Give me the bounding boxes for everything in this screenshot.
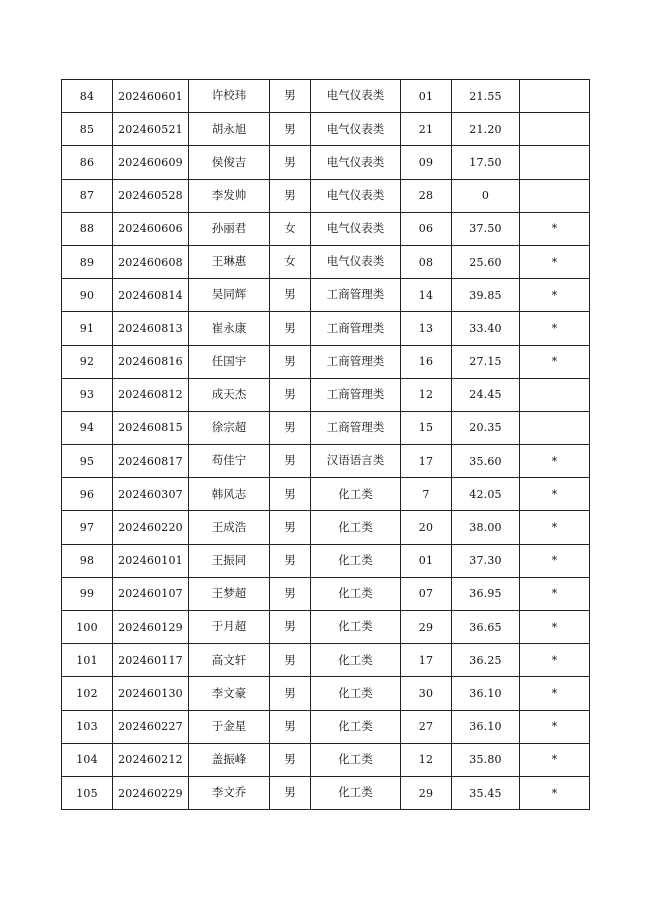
score-cell: 35.80 [452,743,520,776]
score-cell: 36.10 [452,677,520,710]
candidate-id-cell: 202460101 [113,544,189,577]
category-cell: 化工类 [311,577,401,610]
code-cell: 20 [401,511,452,544]
gender-cell: 男 [270,146,311,179]
table-row [62,776,590,809]
candidate-id-cell: 202460815 [113,411,189,444]
table-row [62,577,590,610]
category-cell: 电气仪表类 [311,146,401,179]
score-cell: 20.35 [452,411,520,444]
code-cell: 29 [401,611,452,644]
candidate-id-cell: 202460130 [113,677,189,710]
category-cell: 电气仪表类 [311,212,401,245]
category-cell: 化工类 [311,478,401,511]
code-cell: 01 [401,80,452,113]
code-cell: 16 [401,345,452,378]
candidate-id-cell: 202460107 [113,577,189,610]
candidate-id-cell: 202460817 [113,445,189,478]
candidate-id-cell: 202460212 [113,743,189,776]
table-row [62,743,590,776]
name-cell: 李文乔 [189,776,270,809]
gender-cell: 男 [270,378,311,411]
name-cell: 李发帅 [189,179,270,212]
name-cell: 徐宗超 [189,411,270,444]
gender-cell: 男 [270,743,311,776]
table-row [62,411,590,444]
score-cell: 39.85 [452,279,520,312]
row-number-cell: 89 [62,245,113,278]
name-cell: 侯俊吉 [189,146,270,179]
category-cell: 化工类 [311,677,401,710]
candidate-id-cell: 202460229 [113,776,189,809]
mark-cell: * [520,511,590,544]
code-cell: 7 [401,478,452,511]
category-cell: 化工类 [311,743,401,776]
code-cell: 17 [401,445,452,478]
name-cell: 成天杰 [189,378,270,411]
row-number-cell: 98 [62,544,113,577]
mark-cell: * [520,312,590,345]
mark-cell [520,80,590,113]
mark-cell [520,411,590,444]
table-row [62,179,590,212]
gender-cell: 男 [270,113,311,146]
score-cell: 25.60 [452,245,520,278]
mark-cell: * [520,445,590,478]
score-cell: 36.10 [452,710,520,743]
row-number-cell: 93 [62,378,113,411]
row-number-cell: 104 [62,743,113,776]
name-cell: 王琳惠 [189,245,270,278]
name-cell: 高文轩 [189,644,270,677]
row-number-cell: 86 [62,146,113,179]
gender-cell: 男 [270,611,311,644]
name-cell: 孙丽君 [189,212,270,245]
mark-cell [520,179,590,212]
category-cell: 电气仪表类 [311,80,401,113]
name-cell: 韩风志 [189,478,270,511]
gender-cell: 男 [270,279,311,312]
score-cell: 33.40 [452,312,520,345]
gender-cell: 男 [270,577,311,610]
mark-cell [520,113,590,146]
row-number-cell: 88 [62,212,113,245]
score-cell: 38.00 [452,511,520,544]
name-cell: 胡永旭 [189,113,270,146]
name-cell: 王成浩 [189,511,270,544]
code-cell: 12 [401,743,452,776]
table-row [62,445,590,478]
row-number-cell: 101 [62,644,113,677]
name-cell: 许校玮 [189,80,270,113]
gender-cell: 男 [270,710,311,743]
table-row [62,146,590,179]
candidate-id-cell: 202460816 [113,345,189,378]
gender-cell: 男 [270,445,311,478]
name-cell: 任国宇 [189,345,270,378]
row-number-cell: 100 [62,611,113,644]
candidate-id-cell: 202460813 [113,312,189,345]
table-row [62,478,590,511]
mark-cell: * [520,478,590,511]
candidate-id-cell: 202460812 [113,378,189,411]
category-cell: 化工类 [311,710,401,743]
code-cell: 17 [401,644,452,677]
candidate-id-cell: 202460606 [113,212,189,245]
candidate-id-cell: 202460608 [113,245,189,278]
mark-cell: * [520,212,590,245]
table-row [62,80,590,113]
score-cell: 35.60 [452,445,520,478]
gender-cell: 女 [270,212,311,245]
row-number-cell: 87 [62,179,113,212]
score-cell: 21.55 [452,80,520,113]
code-cell: 29 [401,776,452,809]
category-cell: 电气仪表类 [311,179,401,212]
gender-cell: 男 [270,411,311,444]
table-row [62,245,590,278]
score-cell: 42.05 [452,478,520,511]
score-cell: 21.20 [452,113,520,146]
row-number-cell: 97 [62,511,113,544]
table-row [62,710,590,743]
mark-cell: * [520,577,590,610]
code-cell: 13 [401,312,452,345]
code-cell: 09 [401,146,452,179]
code-cell: 07 [401,577,452,610]
row-number-cell: 85 [62,113,113,146]
category-cell: 化工类 [311,511,401,544]
row-number-cell: 91 [62,312,113,345]
score-cell: 0 [452,179,520,212]
name-cell: 于金星 [189,710,270,743]
mark-cell: * [520,345,590,378]
row-number-cell: 90 [62,279,113,312]
mark-cell [520,378,590,411]
row-number-cell: 94 [62,411,113,444]
code-cell: 28 [401,179,452,212]
score-cell: 37.50 [452,212,520,245]
table-row [62,279,590,312]
category-cell: 化工类 [311,644,401,677]
gender-cell: 男 [270,776,311,809]
row-number-cell: 84 [62,80,113,113]
mark-cell: * [520,544,590,577]
gender-cell: 男 [270,312,311,345]
gender-cell: 男 [270,345,311,378]
score-cell: 36.95 [452,577,520,610]
table-row [62,511,590,544]
code-cell: 01 [401,544,452,577]
category-cell: 工商管理类 [311,378,401,411]
code-cell: 21 [401,113,452,146]
category-cell: 化工类 [311,611,401,644]
mark-cell: * [520,710,590,743]
score-cell: 27.15 [452,345,520,378]
category-cell: 化工类 [311,776,401,809]
row-number-cell: 102 [62,677,113,710]
row-number-cell: 96 [62,478,113,511]
candidate-id-cell: 202460601 [113,80,189,113]
code-cell: 06 [401,212,452,245]
table-row [62,113,590,146]
gender-cell: 女 [270,245,311,278]
gender-cell: 男 [270,478,311,511]
mark-cell: * [520,743,590,776]
mark-cell: * [520,611,590,644]
table-row [62,677,590,710]
mark-cell [520,146,590,179]
table-row [62,212,590,245]
mark-cell: * [520,776,590,809]
score-cell: 36.25 [452,644,520,677]
row-number-cell: 99 [62,577,113,610]
candidate-id-cell: 202460521 [113,113,189,146]
category-cell: 工商管理类 [311,279,401,312]
category-cell: 工商管理类 [311,312,401,345]
name-cell: 李文豪 [189,677,270,710]
mark-cell: * [520,245,590,278]
candidate-id-cell: 202460227 [113,710,189,743]
candidate-id-cell: 202460307 [113,478,189,511]
table-row [62,611,590,644]
row-number-cell: 105 [62,776,113,809]
table-row [62,345,590,378]
name-cell: 盖振峰 [189,743,270,776]
table-row [62,544,590,577]
code-cell: 14 [401,279,452,312]
score-cell: 17.50 [452,146,520,179]
score-cell: 35.45 [452,776,520,809]
mark-cell: * [520,279,590,312]
gender-cell: 男 [270,80,311,113]
category-cell: 化工类 [311,544,401,577]
results-table [61,79,590,810]
code-cell: 15 [401,411,452,444]
gender-cell: 男 [270,644,311,677]
score-cell: 36.65 [452,611,520,644]
mark-cell: * [520,644,590,677]
score-cell: 37.30 [452,544,520,577]
code-cell: 12 [401,378,452,411]
candidate-id-cell: 202460220 [113,511,189,544]
category-cell: 工商管理类 [311,345,401,378]
name-cell: 王振同 [189,544,270,577]
mark-cell: * [520,677,590,710]
candidate-id-cell: 202460814 [113,279,189,312]
code-cell: 27 [401,710,452,743]
code-cell: 08 [401,245,452,278]
category-cell: 汉语语言类 [311,445,401,478]
table-row [62,312,590,345]
name-cell: 崔永康 [189,312,270,345]
candidate-id-cell: 202460117 [113,644,189,677]
table-row [62,378,590,411]
gender-cell: 男 [270,677,311,710]
code-cell: 30 [401,677,452,710]
candidate-id-cell: 202460609 [113,146,189,179]
name-cell: 苟佳宁 [189,445,270,478]
gender-cell: 男 [270,511,311,544]
row-number-cell: 92 [62,345,113,378]
gender-cell: 男 [270,179,311,212]
gender-cell: 男 [270,544,311,577]
name-cell: 于月超 [189,611,270,644]
candidate-id-cell: 202460129 [113,611,189,644]
table-row [62,644,590,677]
score-cell: 24.45 [452,378,520,411]
row-number-cell: 103 [62,710,113,743]
candidate-id-cell: 202460528 [113,179,189,212]
name-cell: 吴同辉 [189,279,270,312]
category-cell: 电气仪表类 [311,113,401,146]
name-cell: 王梦超 [189,577,270,610]
category-cell: 电气仪表类 [311,245,401,278]
table-body [62,80,590,810]
row-number-cell: 95 [62,445,113,478]
category-cell: 工商管理类 [311,411,401,444]
